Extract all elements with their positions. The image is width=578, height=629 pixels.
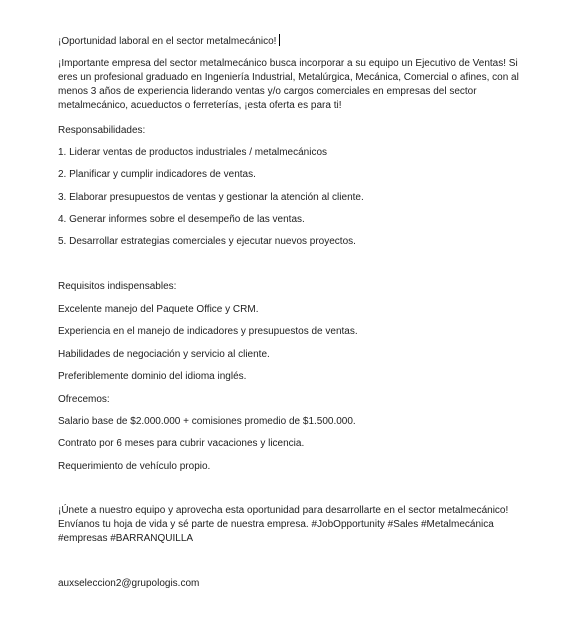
- responsibility-item: 3. Elaborar presupuestos de ventas y gestionar la atención al cliente.: [58, 192, 364, 203]
- responsibility-item: 2. Planificar y cumplir indicadores de ventas.: [58, 169, 256, 180]
- document-title-line: [58, 34, 280, 49]
- text-cursor: [279, 34, 280, 46]
- responsibility-item: 4. Generar informes sobre el desempeño de las ventas.: [58, 214, 305, 225]
- contact-email: auxseleccion2@grupologis.com: [58, 578, 200, 589]
- requirement-item: Preferiblemente dominio del idioma inglés.: [58, 371, 247, 382]
- responsibilities-heading: Responsabilidades:: [58, 125, 146, 136]
- offer-item: Requerimiento de vehículo propio.: [58, 461, 211, 472]
- responsibility-item: 5. Desarrollar estrategias comerciales y ejecutar nuevos proyectos.: [58, 236, 356, 247]
- requirement-item: Excelente manejo del Paquete Office y CRM.: [58, 304, 259, 315]
- requirements-heading: Requisitos indispensables:: [58, 281, 177, 292]
- offer-heading: Ofrecemos:: [58, 394, 110, 405]
- closing-paragraph: ¡Únete a nuestro equipo y aprovecha esta oportunidad para desarrollarte en el sector metalmecánico! Envíanos tu hoja de vida y sé parte de nuestra empresa. #JobOpportunity #Sales #Metalmecánica #empresas #BARRANQUILLA: [58, 505, 509, 544]
- intro-paragraph: ¡Importante empresa del sector metalmecánico busca incorporar a su equipo un Ejecutivo de Ventas! Si eres un profesional graduado en Ingeniería Industrial, Metalúrgica, Mecánica, Comercial o afines, con al menos 3 años de experiencia liderando ventas y/o cargos comerciales en empresas del sector metalmecánico, acueductos o ferreterías, ¡esta oferta es para ti!: [58, 58, 519, 111]
- requirement-item: Habilidades de negociación y servicio al cliente.: [58, 349, 270, 360]
- document-title: ¡Oportunidad laboral en el sector metalmecánico!: [58, 36, 277, 47]
- offer-item: Contrato por 6 meses para cubrir vacaciones y licencia.: [58, 438, 305, 449]
- requirement-item: Experiencia en el manejo de indicadores y presupuestos de ventas.: [58, 326, 358, 337]
- responsibility-item: 1. Liderar ventas de productos industriales / metalmecánicos: [58, 147, 328, 158]
- offer-item: Salario base de $2.000.000 + comisiones promedio de $1.500.000.: [58, 416, 356, 427]
